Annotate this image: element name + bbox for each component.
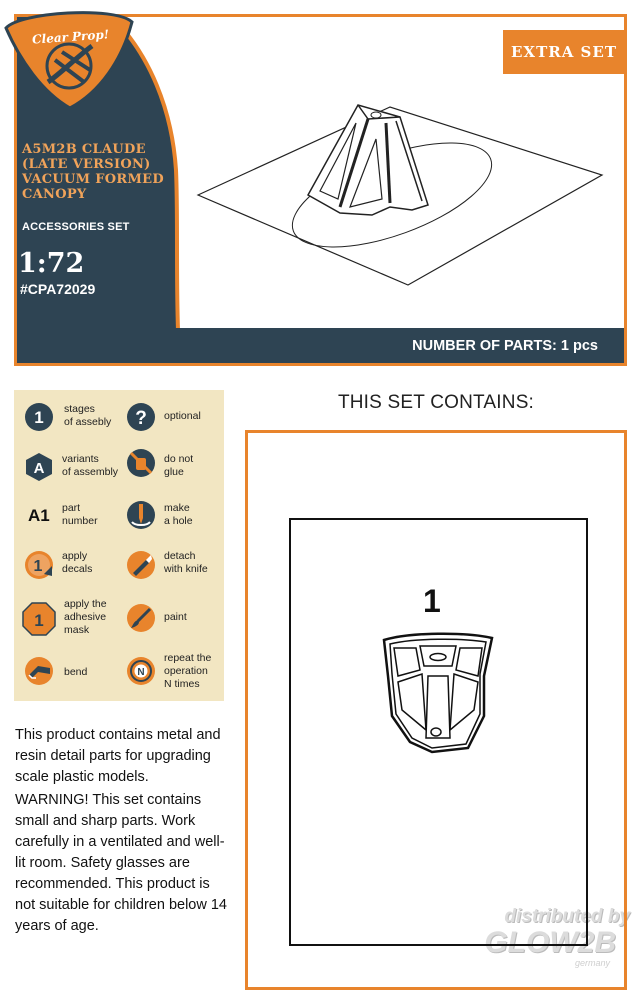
part-number-label: A1 — [28, 506, 50, 525]
contents-heading: THIS SET CONTAINS: — [337, 392, 535, 413]
legend-label-stages: stages of assebly — [64, 403, 112, 428]
part-number: 1 — [423, 583, 441, 619]
drill-hole-icon — [126, 500, 156, 530]
optional-question-icon — [126, 402, 156, 432]
legend-label-part-number: part number — [62, 502, 98, 527]
logo-text: Clear Prop! — [31, 27, 110, 47]
legend-label-optional: optional — [164, 410, 201, 422]
legend-label-repeat: repeat the operation N times — [164, 652, 212, 690]
svg-text:1: 1 — [34, 611, 44, 630]
canopy-sheet-illustration — [190, 95, 610, 325]
watermark-line-2: GLOW2B — [484, 926, 616, 959]
scale-label: 1:72 — [18, 248, 85, 279]
legend-label-variants: variants of assembly — [62, 453, 119, 478]
product-intro-paragraph: This product contains metal and resin detail parts for upgrading scale plastic models. — [15, 727, 221, 785]
watermark-line-1: distributed by — [504, 906, 630, 927]
legend-label-bend: bend — [64, 666, 88, 678]
symbol-legend — [14, 390, 224, 701]
product-description — [15, 725, 230, 939]
legend-label-do-not-glue: do not glue — [164, 453, 194, 478]
stage-number-icon — [24, 402, 54, 432]
legend-label-adhesive-mask: apply the adhesive mask — [64, 598, 107, 636]
title-line: A5M2B CLAUDE — [22, 142, 146, 157]
legend-label-paint: paint — [164, 611, 187, 623]
paintbrush-icon — [126, 603, 156, 633]
svg-text:N: N — [137, 667, 145, 678]
watermark-line-3: germany — [574, 958, 610, 968]
legend-label-apply-decals: apply decals — [62, 550, 93, 575]
variant-hexagon-icon — [24, 452, 54, 482]
parts-count-label: NUMBER OF PARTS: 1 pcs — [412, 337, 598, 354]
adhesive-mask-icon — [22, 602, 56, 636]
do-not-glue-icon — [126, 448, 156, 478]
title-line: VACUUM FORMED — [22, 172, 164, 187]
legend-label-knife: detach with knife — [164, 550, 208, 575]
warning-paragraph: WARNING! This set contains small and sharp parts. Work carefully in a ventilated and well-lit room. Safety glasses are recommended. This product is not suitable for children below 14 years of age. — [15, 792, 227, 934]
number-of-parts-bar — [17, 328, 624, 363]
bend-icon — [24, 656, 54, 686]
product-code: #CPA72029 — [20, 281, 96, 297]
apply-decals-icon — [24, 550, 54, 580]
svg-text:A: A — [33, 460, 45, 477]
svg-text:?: ? — [135, 408, 147, 429]
title-line: CANOPY — [22, 187, 87, 202]
repeat-n-icon — [126, 656, 156, 686]
canopy-part-drawing — [380, 630, 496, 760]
legend-label-make-hole: make a hole — [164, 502, 193, 527]
svg-text:1: 1 — [33, 558, 43, 575]
svg-text:1: 1 — [34, 408, 44, 427]
accessories-set-label: ACCESSORIES SET — [22, 221, 130, 233]
product-title — [22, 142, 182, 202]
extra-set-badge: EXTRA SET — [503, 30, 625, 74]
knife-icon — [126, 550, 156, 580]
title-line: (LATE VERSION) — [22, 157, 151, 172]
